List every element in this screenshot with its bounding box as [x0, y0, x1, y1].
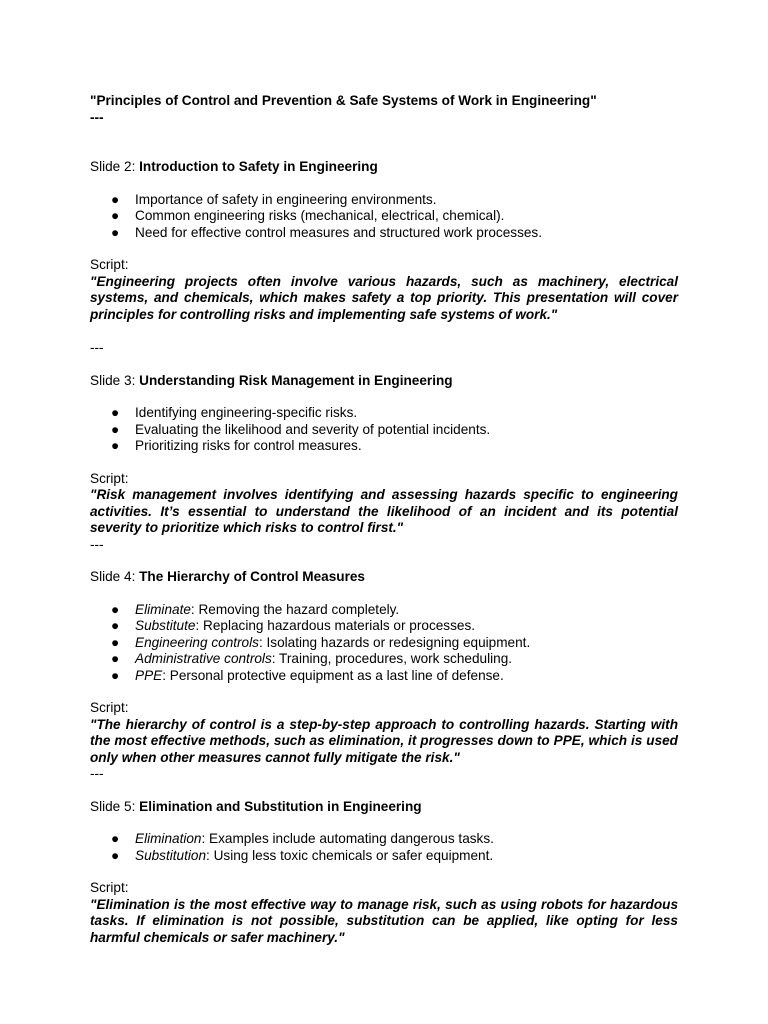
list-item-text: : Training, procedures, work scheduling. [271, 651, 513, 666]
list-item-text: : Replacing hazardous materials or processes. [195, 618, 476, 633]
list-item-text: : Personal protective equipment as a last line of defense. [162, 667, 504, 683]
document-title: "Principles of Control and Prevention & Safe Systems of Work in Engineering" [90, 93, 597, 108]
slide-prefix: Slide 5: [90, 798, 140, 814]
script-label: Script: [90, 880, 129, 895]
slide-title: The Hierarchy of Control Measures [139, 569, 365, 584]
section-separator: --- [90, 766, 104, 781]
slide-3-section [90, 373, 678, 537]
list-item-term: Substitution [135, 847, 207, 863]
list-item-text: : Removing the hazard completely. [190, 601, 400, 617]
slide-title: Understanding Risk Management in Engineering [139, 372, 453, 388]
list-item-term: Substitute [135, 618, 196, 633]
list-item [111, 848, 678, 865]
slide-5-section [90, 799, 678, 947]
list-item-text: Prioritizing risks for control measures. [135, 438, 362, 453]
bullet-icon: ● [111, 667, 120, 683]
bullet-list [90, 405, 678, 455]
script-label: Script: [90, 700, 129, 715]
slide-title: Elimination and Substitution in Engineering [139, 798, 422, 814]
list-item [111, 422, 678, 439]
list-item [111, 618, 678, 635]
list-item [111, 225, 678, 242]
bullet-icon: ● [111, 208, 120, 223]
list-item-term: Engineering controls [135, 634, 259, 650]
bullet-list [90, 192, 678, 242]
list-item [111, 192, 678, 209]
bullet-icon: ● [111, 847, 120, 863]
list-item [111, 602, 678, 619]
list-item-text: Common engineering risks (mechanical, electrical, chemical). [135, 208, 505, 223]
bullet-icon: ● [111, 438, 120, 453]
list-item-term: Elimination [135, 831, 202, 846]
slide-prefix: Slide 4: [90, 569, 140, 584]
bullet-icon: ● [111, 405, 120, 420]
bullet-icon: ● [111, 421, 120, 437]
script-label: Script: [90, 257, 129, 272]
slide-heading [90, 159, 678, 176]
script-text: "Risk management involves identifying and assessing hazards specific to engineering activities. It’s essential to understand the likelihood of an incident and its potential severity to prioritize which risks to control first." [90, 487, 678, 535]
bullet-icon: ● [111, 601, 120, 617]
slide-heading [90, 373, 678, 390]
slide-4-section [90, 569, 678, 766]
section-separator: --- [90, 536, 104, 552]
list-item-text: Identifying engineering-specific risks. [135, 405, 358, 420]
slide-heading [90, 569, 678, 586]
bullet-list [90, 602, 678, 685]
script-text: "The hierarchy of control is a step-by-step approach to controlling hazards. Starting with the most effective methods, such as elimination, it progresses down to PPE, which is used only when other measures cannot fully mitigate the risk." [90, 716, 678, 765]
list-item-text: Evaluating the likelihood and severity of potential incidents. [135, 421, 491, 437]
list-item [111, 438, 678, 455]
bullet-icon: ● [111, 191, 120, 207]
list-item-text: Need for effective control measures and structured work processes. [135, 224, 542, 240]
bullet-list [90, 831, 678, 864]
script-label: Script: [90, 470, 129, 486]
slide-title: Introduction to Safety in Engineering [139, 159, 378, 174]
list-item [111, 651, 678, 668]
bullet-icon: ● [111, 651, 120, 666]
list-item [111, 208, 678, 225]
list-item-text: : Using less toxic chemicals or safer equipment. [206, 847, 494, 863]
slide-prefix: Slide 2: [90, 159, 140, 174]
script-text: "Engineering projects often involve various hazards, such as machinery, electrical systems, and chemicals, which makes safety a top priority. This presentation will cover principles for controlling risks and implementing safe systems of work." [90, 273, 678, 322]
slide-prefix: Slide 3: [90, 372, 140, 388]
script-text: "Elimination is the most effective way to manage risk, such as using robots for hazardous tasks. If elimination is not possible, substitution can be applied, like opting for less harmful chemicals or safer machinery." [90, 896, 678, 945]
list-item-term: PPE [135, 667, 163, 683]
list-item-text: : Isolating hazards or redesigning equipment. [258, 634, 531, 650]
section-separator: --- [90, 340, 104, 355]
list-item [111, 635, 678, 652]
slide-heading [90, 799, 678, 816]
list-item-text: Importance of safety in engineering environments. [135, 191, 437, 207]
bullet-icon: ● [111, 224, 120, 240]
title-separator: --- [90, 109, 104, 125]
list-item [111, 405, 678, 422]
bullet-icon: ● [111, 831, 120, 846]
list-item-term: Administrative controls [135, 651, 272, 666]
list-item [111, 831, 678, 848]
bullet-icon: ● [111, 618, 120, 633]
list-item [111, 668, 678, 685]
bullet-icon: ● [111, 634, 120, 650]
list-item-text: : Examples include automating dangerous tasks. [201, 831, 494, 846]
list-item-term: Eliminate [135, 601, 191, 617]
slide-2-section [90, 159, 678, 323]
